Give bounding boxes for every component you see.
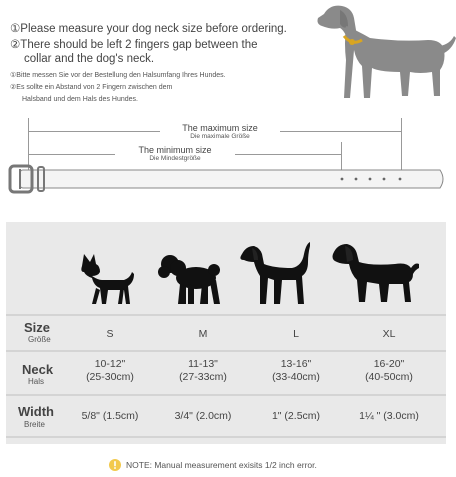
width-l: 1" (2.5cm) bbox=[271, 410, 321, 422]
size-table bbox=[6, 222, 446, 444]
min-size-label: The minimum size bbox=[115, 145, 235, 155]
size-m: M bbox=[198, 328, 208, 340]
neck-s: 10-12" (25-30cm) bbox=[86, 358, 134, 383]
width-s: 5/8" (1.5cm) bbox=[81, 410, 139, 422]
width-header: Width bbox=[18, 404, 54, 419]
instruction-en-3: collar and the dog's neck. bbox=[24, 53, 155, 65]
size-xl: XL bbox=[382, 328, 396, 340]
neck-m: 11-13" (27-33cm) bbox=[179, 358, 227, 383]
dog-silhouette-small bbox=[78, 252, 136, 307]
width-xl: 1¼ " (3.0cm) bbox=[359, 410, 419, 422]
size-header: Size bbox=[24, 320, 51, 335]
size-l: L bbox=[293, 328, 299, 340]
dog-silhouette-xlarge bbox=[331, 240, 421, 304]
max-size-label-de: Die maximale Größe bbox=[190, 133, 250, 140]
exclamation-icon bbox=[109, 459, 121, 471]
collar-strap bbox=[0, 162, 456, 202]
width-header-de: Breite bbox=[24, 420, 45, 429]
instruction-de-1: ①Bitte messen Sie vor der Bestellung den Halsumfang Ihres Hundes. bbox=[10, 72, 226, 79]
width-m: 3/4" (2.0cm) bbox=[174, 410, 232, 422]
min-size-label-de: Die Mindestgröße bbox=[149, 155, 201, 162]
instruction-en-1: ①Please measure your dog neck size before ordering. bbox=[10, 23, 287, 35]
neck-header: Neck bbox=[22, 362, 54, 377]
dog-silhouette-large bbox=[238, 240, 312, 306]
size-header-de: Größe bbox=[28, 335, 51, 344]
instruction-en-2: ②There should be left 2 fingers gap between the bbox=[10, 39, 258, 51]
instruction-de-3: Halsband und dem Hals des Hundes. bbox=[22, 96, 138, 103]
neck-xl: 16-20" (40-50cm) bbox=[365, 358, 413, 383]
neck-header-de: Hals bbox=[28, 377, 45, 386]
dog-silhouette-medium bbox=[158, 254, 222, 306]
dog-measure-illustration bbox=[310, 0, 456, 108]
max-size-label: The maximum size bbox=[160, 123, 280, 133]
size-s: S bbox=[106, 328, 114, 340]
collar-diagram bbox=[0, 110, 456, 205]
note-text: NOTE: Manual measurement exisits 1/2 inch error. bbox=[126, 460, 317, 470]
instruction-de-2: ②Es sollte ein Abstand von 2 Fingern zwischen dem bbox=[10, 84, 173, 91]
neck-l: 13-16" (33-40cm) bbox=[272, 358, 320, 383]
